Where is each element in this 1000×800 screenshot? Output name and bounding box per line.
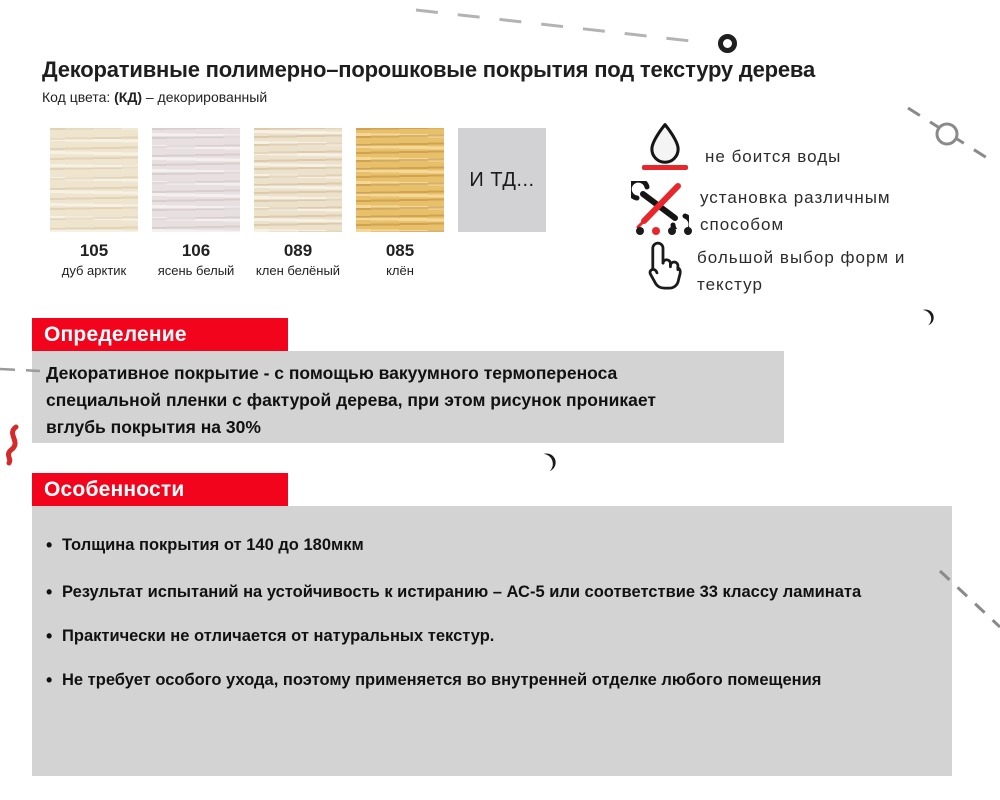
swatch-name: ясень белый	[157, 263, 235, 278]
swatch-name: клён	[386, 263, 414, 278]
dashed-line-top	[408, 2, 708, 48]
feature-label-install: установка различным способом	[700, 188, 891, 235]
feature-bullet-item: • Результат испытаний на устойчивость к истиранию – АС-5 или соответствие 33 классу ламината	[46, 574, 936, 611]
dot	[668, 227, 676, 235]
donut-ring-icon	[718, 34, 737, 53]
color-code-line	[42, 89, 267, 105]
swatch-code: 106	[181, 241, 211, 260]
red-underline	[642, 165, 688, 170]
swatch-106	[152, 128, 240, 278]
feature-bullet-item: • Практически не отличается от натуральных текстур.	[46, 621, 936, 651]
definition-text-panel	[32, 351, 784, 443]
wood-texture-image	[50, 128, 138, 232]
feature-bullet-item: • Толщина покрытия от 140 до 180мкм	[46, 530, 936, 560]
red-squiggle	[2, 424, 26, 466]
swatch-name: клен белёный	[255, 263, 341, 278]
feature-bullet-item: • Не требует особого ухода, поэтому применяется во внутренней отделке любого помещения	[46, 665, 822, 695]
wood-texture-image	[152, 128, 240, 232]
comma-mark-right	[918, 308, 934, 328]
wood-texture-image	[356, 128, 444, 232]
swatch-code: 105	[79, 241, 109, 260]
feature-label-choice: большой выбор форм и текстур	[697, 248, 906, 295]
features-section-header: Особенности	[32, 473, 288, 506]
color-code-value: (КД)	[114, 89, 142, 105]
water-drop-icon	[645, 122, 685, 169]
dot-red	[652, 227, 660, 235]
swatch-row	[50, 128, 546, 278]
etc-box: И ТД...	[458, 128, 546, 232]
swatch-085	[356, 128, 444, 278]
definition-text: Декоративное покрытие - с помощью вакуумного термопереноса специальной пленки с фактурой дерева, при этом рисунок проникает вглубь покрытия на 30%	[46, 363, 656, 437]
dot	[636, 227, 644, 235]
dashed-line-circle-right	[900, 100, 1000, 170]
swatch-code: 085	[385, 241, 415, 260]
features-list	[46, 530, 936, 695]
wood-texture-image	[254, 128, 342, 232]
swatch-105	[50, 128, 138, 278]
comma-mark-middle	[538, 452, 556, 474]
color-code-suffix: – декорированный	[145, 89, 268, 105]
dot	[684, 227, 692, 235]
definition-section-header: Определение	[32, 318, 288, 351]
swatch-089	[254, 128, 342, 278]
feature-label-water: не боится воды	[705, 147, 842, 166]
swatch-etc	[458, 128, 546, 278]
touch-dots	[636, 227, 692, 235]
page-title: Декоративные полимерно–порошковые покрытия под текстуру дерева	[42, 57, 816, 82]
hand-pointer-icon	[640, 238, 686, 295]
swatch-code: 089	[283, 241, 313, 260]
color-code-prefix: Код цвета:	[42, 89, 111, 105]
features-panel	[32, 506, 952, 776]
swatch-name: дуб арктик	[61, 263, 127, 278]
